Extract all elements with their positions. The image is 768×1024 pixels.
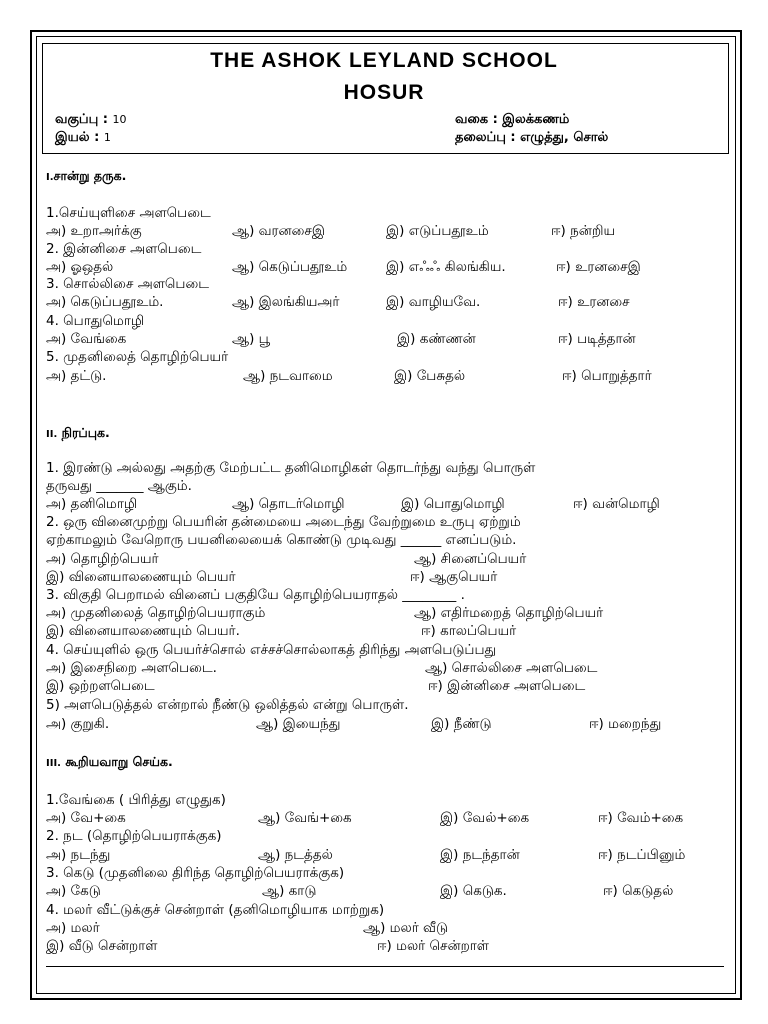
unit-label: இயல் :: [55, 130, 100, 145]
option: இ) வீடு சென்றாள்: [46, 938, 158, 954]
option: ஆ) தொடர்மொழி: [232, 496, 345, 512]
question-text: 1.வேங்கை ( பிரித்து எழுதுக): [46, 792, 226, 808]
section-heading: [46, 754, 173, 771]
option: ஈ) படித்தான்: [558, 331, 636, 347]
footer-rule: [46, 966, 724, 967]
question-text: 4. பொதுமொழி: [46, 313, 145, 329]
section-title: நிரப்புக.: [61, 425, 110, 440]
question-text: 4. செய்யுளில் ஒரு பெயர்ச்சொல் எச்சச்சொல்லாகத் திரிந்து அளபெடுப்பது: [46, 642, 497, 658]
option: அ) இசைநிறை அளபெடை.: [46, 660, 217, 676]
option: ஈ) கெடுதல்: [603, 883, 674, 899]
option: ஈ) உரனசை: [558, 294, 630, 310]
option: ஈ) வன்மொழி: [573, 496, 660, 512]
option: ஆ) சொல்லிசை அளபெடை: [425, 660, 598, 676]
option: இ) எஃஃ கிலங்கிய.: [386, 259, 506, 275]
school-city: HOSUR: [343, 81, 425, 104]
option: ஆ) இலங்கியஅர்: [232, 294, 340, 310]
question-text: 3. கெடு (முதனிலை திரிந்த தொழிற்பெயராக்குக): [46, 865, 345, 881]
option: ஈ) பொறுத்தார்: [562, 368, 652, 384]
option: இ) பொதுமொழி: [401, 496, 505, 512]
option: இ) எடுப்பதூஉம்: [386, 223, 489, 239]
topic-field: தலைப்பு : எழுத்து, சொல்: [455, 130, 609, 145]
section-number: III.: [46, 758, 61, 769]
option: இ) ஒற்றளபெடை: [46, 678, 155, 694]
option: அ) கேடு: [46, 883, 101, 899]
type-field: வகை : இலக்கணம்: [455, 112, 570, 127]
option: ஆ) பூ: [232, 331, 271, 347]
question-text: ஏற்காமலும் வேறொரு பயனிலையைக் கொண்டு முடிவது ______ எனப்படும்.: [46, 532, 517, 548]
option: ஆ) வேங்+கை: [258, 810, 352, 826]
option: அ) வே+கை: [46, 810, 126, 826]
unit-value: 1: [103, 131, 111, 144]
class-field: [55, 112, 127, 128]
section-heading: [46, 425, 110, 442]
option: ஈ) இன்னிசை அளபெடை: [428, 678, 586, 694]
question-text: 3. சொல்லிசை அளபெடை: [46, 276, 209, 292]
option: இ) வினையாலணையும் பெயர்: [46, 569, 236, 585]
question-text: 2. நட (தொழிற்பெயராக்குக): [46, 828, 222, 844]
school-name: THE ASHOK LEYLAND SCHOOL: [210, 49, 558, 72]
option: இ) நீண்டு: [431, 716, 492, 732]
option: அ) வேங்கை: [46, 331, 127, 347]
option: ஈ) உரனசைஇ: [556, 259, 641, 275]
option: ஆ) மலர் வீடு: [363, 920, 449, 936]
unit-field: [55, 130, 111, 146]
option: இ) கெடுக.: [440, 883, 507, 899]
option: இ) நடந்தான்: [440, 847, 520, 863]
section-title: சான்று தருக.: [53, 168, 127, 183]
option: அ) உறாஅர்க்கு: [46, 223, 142, 239]
option: ஈ) நன்றிய: [551, 223, 616, 239]
option: இ) வேல்+கை: [440, 810, 530, 826]
option: ஈ) நடப்பினும்: [598, 847, 686, 863]
option: ஆ) நடத்தல்: [258, 847, 333, 863]
option: இ) கண்ணன்: [397, 331, 476, 347]
option: இ) வினையாலணையும் பெயர்.: [46, 623, 240, 639]
option: அ) நடந்து: [46, 847, 111, 863]
option: அ) ஓஒதல்: [46, 259, 114, 275]
option: அ) மலர்: [46, 920, 100, 936]
question-text: 2. ஒரு வினைமுற்று பெயரின் தன்மையை அடைந்து வேற்றுமை உருபு ஏற்றும்: [46, 514, 521, 530]
option: அ) தனிமொழி: [46, 496, 138, 512]
option: இ) வாழியவே.: [386, 294, 481, 310]
section-number: II.: [46, 429, 58, 440]
question-text: 1. இரண்டு அல்லது அதற்கு மேற்பட்ட தனிமொழிகள் தொடர்ந்து வந்து பொருள்: [46, 460, 536, 476]
option: ஆ) வரனசைஇ: [232, 223, 325, 239]
option: அ) கெடுப்பதூஉம்.: [46, 294, 164, 310]
option: ஆ) கெடுப்பதூஉம்: [232, 259, 348, 275]
option: ஈ) மறைந்து: [589, 716, 662, 732]
option: ஈ) மலர் சென்றாள்: [377, 938, 489, 954]
option: ஆ) இயைந்து: [256, 716, 341, 732]
option: ஆ) சினைப்பெயர்: [414, 551, 527, 567]
section-heading: [46, 168, 126, 185]
option: அ) தட்டு.: [46, 368, 107, 384]
option: ஆ) எதிர்மறைத் தொழிற்பெயர்: [414, 605, 604, 621]
question-text: 5) அளபெடுத்தல் என்றால் நீண்டு ஒலித்தல் என்று பொருள்.: [46, 697, 409, 713]
question-text: தருவது _______ ஆகும்.: [46, 478, 192, 494]
question-text: 1.செய்யுளிசை அளபெடை: [46, 205, 211, 221]
class-label: வகுப்பு :: [55, 112, 108, 127]
option: ஈ) ஆகுபெயர்: [410, 569, 498, 585]
option: அ) தொழிற்பெயர்: [46, 551, 159, 567]
option: ஆ) காடு: [262, 883, 317, 899]
option: ஈ) காலப்பெயர்: [421, 623, 517, 639]
class-value: 10: [112, 113, 127, 126]
section-number: I.: [46, 172, 54, 183]
option: இ) பேசுதல்: [394, 368, 466, 384]
question-text: 4. மலர் வீட்டுக்குச் சென்றாள் (தனிமொழியாக மாற்றுக): [46, 902, 385, 918]
section-title: கூறியவாறு செய்க.: [65, 754, 173, 769]
option: அ) முதனிலைத் தொழிற்பெயராகும்: [46, 605, 266, 621]
option: ஆ) நடவாமை: [243, 368, 333, 384]
question-text: 2. இன்னிசை அளபெடை: [46, 241, 202, 257]
option: ஈ) வேம்+கை: [598, 810, 684, 826]
question-text: 3. விகுதி பெறாமல் வினைப் பகுதியே தொழிற்பெயராதல் ________ .: [46, 587, 465, 603]
question-text: 5. முதனிலைத் தொழிற்பெயர்: [46, 349, 229, 365]
option: அ) குறுகி.: [46, 716, 110, 732]
